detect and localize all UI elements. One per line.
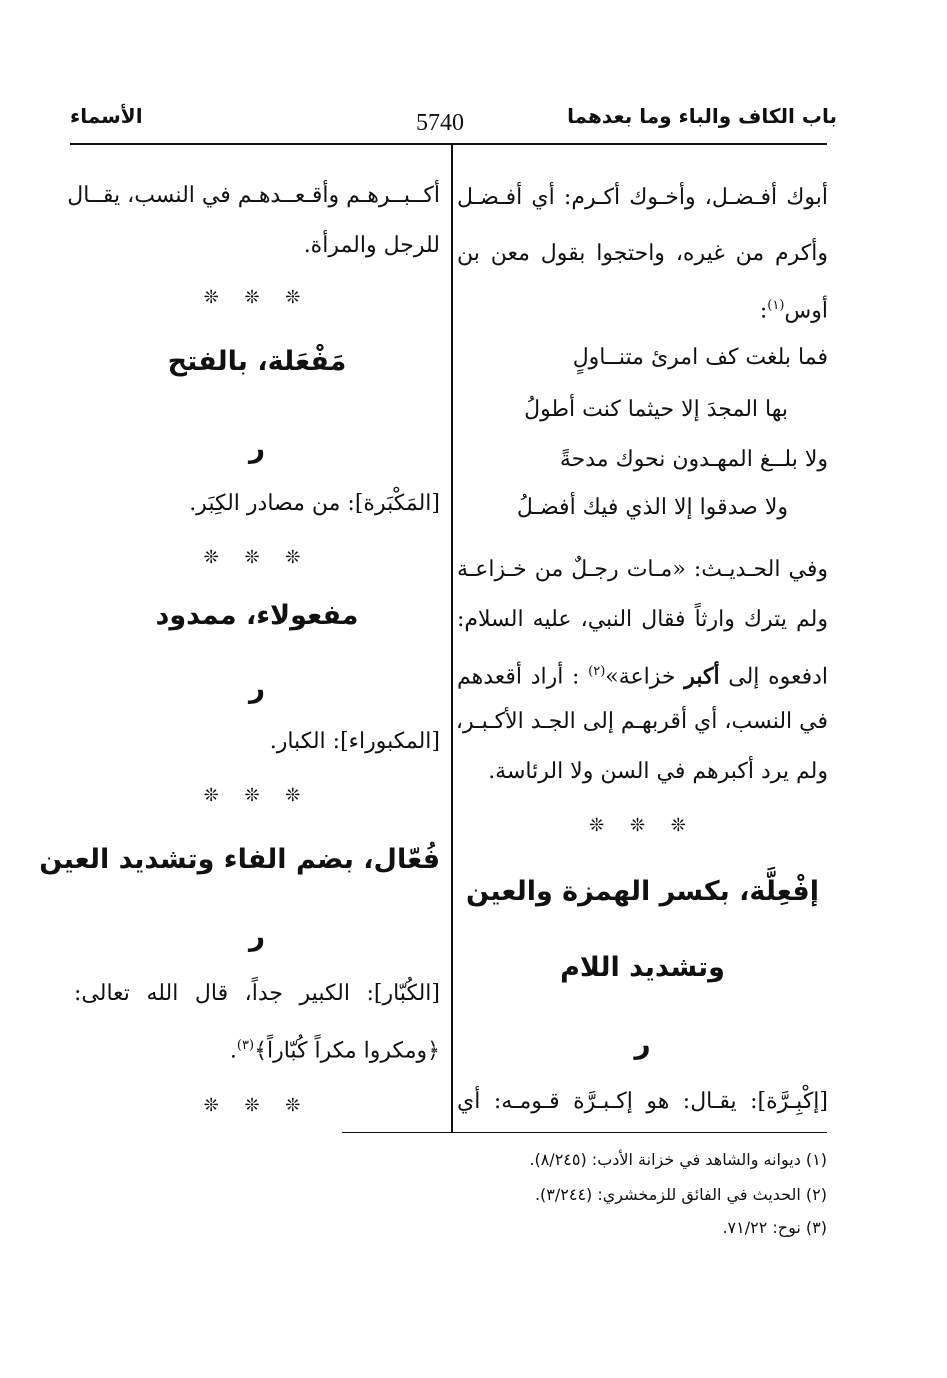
- entry-heading: مفعولاء، ممدود: [155, 600, 359, 631]
- text: ادفعوه إلى: [728, 664, 829, 690]
- text-line: [457, 652, 828, 692]
- text-line: أكــبــرهـم وأقـعــدهـم في النسب، يقــال: [67, 183, 440, 208]
- text: .: [229, 1038, 237, 1064]
- separator-stars: ❊ ❊ ❊: [203, 287, 311, 308]
- footnote-rule: [342, 1132, 827, 1133]
- text-line: أبوك أفـضـل، وأخـوك أكـرم: أي أفـضـل: [457, 185, 828, 210]
- separator-stars: ❊ ❊ ❊: [203, 785, 311, 806]
- footnote: (٣) نوح: ٧١/٢٢.: [722, 1218, 827, 1237]
- text: ﴿ومكروا مكراً كُبّاراً﴾: [254, 1038, 440, 1064]
- verse-line: بها المجدَ إلا حيثما كنت أطولُ: [524, 397, 788, 422]
- text: أوس: [784, 298, 828, 324]
- separator-stars: ❊ ❊ ❊: [203, 1095, 311, 1116]
- text-line: [760, 286, 828, 326]
- text-line: وفي الحـديـث: «مـات رجـلٌ من خـزاعـة: [457, 557, 828, 582]
- text: : أراد أقعدهم: [457, 664, 580, 690]
- column-divider: [451, 143, 453, 1132]
- page-number: 5740: [416, 110, 464, 136]
- entry-heading: وتشديد اللام: [560, 952, 725, 983]
- footnote-ref: (١): [767, 298, 785, 313]
- footnote-ref: (٢): [588, 664, 606, 679]
- footnote-ref: (٣): [236, 1038, 255, 1053]
- running-header-section: الأسماء: [70, 104, 143, 128]
- entry-text: [الكُبّار]: الكبير جداً، قال الله تعالى:: [74, 981, 440, 1006]
- running-header-chapter: باب الكاف والباء وما بعدهما: [567, 104, 837, 128]
- footnote: (١) ديوانه والشاهد في خزانة الأدب: (٨/٢٤٥).: [529, 1150, 827, 1169]
- quran-quote: [230, 1026, 440, 1066]
- text-line: ولم يرد أكبرهم في السن ولا الرئاسة.: [488, 759, 828, 784]
- separator-stars: ❊ ❊ ❊: [589, 815, 696, 836]
- text: خزاعة»: [605, 664, 676, 690]
- footnote: (٢) الحديث في الفائق للزمخشري: (٣/٢٤٤).: [534, 1185, 827, 1204]
- text-line: وأكرم من غيره، واحتجوا بقول معن بن: [457, 241, 828, 266]
- keyword: أكبر: [684, 663, 720, 690]
- text-line: ولم يترك وارثاً فقال النبي، عليه السلام:: [457, 607, 828, 632]
- verse-line: فما بلغت كف امرئ متنــاولٍ: [572, 345, 828, 370]
- root-letter: ر: [248, 919, 266, 952]
- text: :: [759, 298, 768, 324]
- root-letter: ر: [248, 431, 266, 464]
- text-line: [إكْبِـرَّة]: يقـال: هو إكـبـرَّة قـومـه: أي: [457, 1089, 828, 1114]
- root-letter: ر: [634, 1027, 651, 1060]
- entry-heading: مَفْعَلة، بالفتح: [167, 346, 347, 377]
- entry-text: [المكبوراء]: الكبار.: [269, 729, 440, 754]
- entry-heading: إفْعِلَّة، بكسر الهمزة والعين: [466, 876, 819, 907]
- text-line: للرجل والمرأة.: [303, 233, 440, 258]
- verse-line: ولا بلــغ المهـدون نحوك مدحةً: [559, 447, 828, 472]
- entry-text: [المَكْبَرة]: من مصادر الكِبَر.: [189, 491, 440, 516]
- root-letter: ر: [248, 671, 266, 704]
- entry-heading: فُعّال، بضم الفاء وتشديد العين: [39, 844, 440, 875]
- separator-stars: ❊ ❊ ❊: [203, 547, 311, 568]
- verse-line: ولا صدقوا إلا الذي فيك أفضـلُ: [516, 495, 788, 520]
- text-line: في النسب، أي أقربهـم إلى الجـد الأكـبـر،: [455, 709, 828, 734]
- header-rule: [70, 143, 827, 145]
